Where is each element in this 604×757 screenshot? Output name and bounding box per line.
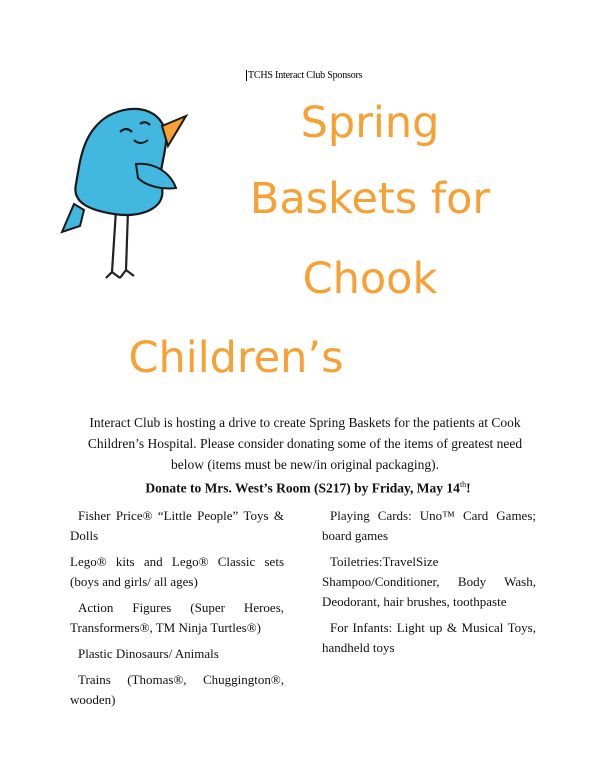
title-line-1: Spring [300,98,440,148]
sponsor-line: TCHS Interact Club Sponsors [248,70,363,81]
donate-line: Donate to Mrs. West’s Room (S217) by Friday, May 14th! [145,480,471,496]
intro-paragraph: Interact Club is hosting a drive to create Spring Baskets for the patients at Cook Children’s Hospital. Please consider donating some of the items of greatest need below (items must be new/in original packaging). [87,415,523,472]
right-item-list [322,506,536,664]
left-item-list [70,506,284,716]
list-item: Lego® kits and Lego® Classic sets (boys and girls/ all ages) [70,554,284,589]
list-item: Trains (Thomas®, Chuggington®, wooden) [70,672,284,707]
title-line-3: Chook [302,254,438,304]
list-item: For Infants: Light up & Musical Toys, handheld toys [322,620,536,655]
list-item: Plastic Dinosaurs/ Animals [78,646,219,661]
title-line-4: Children’s [128,333,344,383]
title-line-2: Baskets for [249,174,491,224]
list-item: Fisher Price® “Little People” Toys & Dolls [70,508,284,543]
list-item: Playing Cards: Uno™ Card Games; board games [322,508,536,543]
list-item: Toiletries:TravelSize Shampoo/Conditioner, Body Wash, Deodorant, hair brushes, toothpaste [322,554,536,609]
list-item: Action Figures (Super Heroes, Transformers®, TM Ninja Turtles®) [70,600,284,635]
